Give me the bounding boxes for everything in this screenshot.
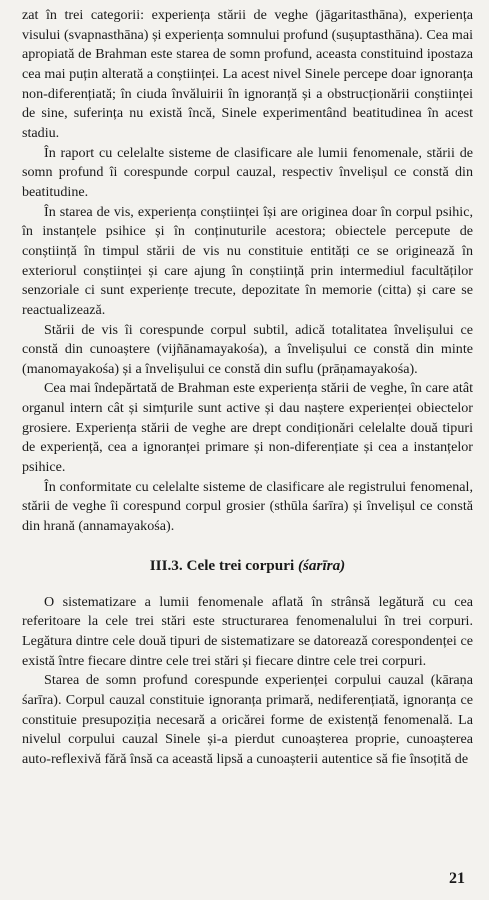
paragraph-3: În starea de vis, experiența conștiinței își are originea doar în corpul psihic, în instanțele psihice și în conținuturile acestora; obiectele percepute de conștiință în timpul stării de vis nu constituie entități ce se originează în exteriorul conștiinței și care ajung în conștiință prin intermediul facultăților senzoriale ci sunt experiențe trecute, depozitate în memorie (citta) și care se reactualizează. — [22, 203, 473, 318]
paragraph-6: În conformitate cu celelalte sisteme de clasificare ale registrului fenomenal, stării de veghe îi corespund corpul grosier (sthūla śarīra) și învelișul ce constă din hrană (annamayakośa). — [22, 478, 473, 535]
paragraph-1: zat în trei categorii: experiența stării de veghe (jāgaritasthāna), experiența visului (svapnasthāna) și experiența somnului profund (suṣuptasthāna). Cea mai apropiată de Brahman este starea de somn profund, aceasta constituind ipostaza cea mai puțin alterată a conștiinței. La acest nivel Sinele percepe doar ignoranța non-diferențiată; în ciuda învăluirii în ignoranță și a obstrucționării conștiinței de sine, suferința nu există încă, Sinele experimentând beatitudinea în acest stadiu. — [22, 7, 473, 141]
section-heading-term: (śarīra) — [297, 556, 346, 574]
paragraph-8: Starea de somn profund corespunde experienței corpului cauzal (kāraṇa śarīra). Corpul cauzal constituie ignoranța primară, nediferențiată, ignoranța ce constituie presupoziția necesară a oricărei forme de existență fenomenală. La nivelul corpului cauzal Sinele și-a pierdut cunoașterea proprie, cunoașterea auto-reflexivă fără însă ca această lipsă a cunoașterii autentice să fie însoțită de — [22, 672, 473, 767]
section-heading-title: III.3. Cele trei corpuri — [149, 556, 298, 574]
section-heading — [22, 556, 473, 576]
paragraph-2: În raport cu celelalte sisteme de clasificare ale lumii fenomenale, stării de somn profund îi corespunde corpul cauzal, respectiv învelișul ce constă din beatitudine. — [22, 144, 473, 200]
paragraph-7: O sistematizare a lumii fenomenale aflată în strânsă legătură cu cea referitoare la cele trei stări este structurarea fenomenalului în trei corpuri. Legătura dintre cele două tipuri de sistematizare se datorează corespondenței ce există între fiecare dintre cele trei stări și fiecare dintre cele trei corpuri. — [22, 593, 473, 669]
paragraph-4: Stării de vis îi corespunde corpul subtil, adică totalitatea învelișului ce constă din cunoaștere (vijñānamayakośa), a învelișului ce constă din minte (manomayakośa) și a învelișului ce constă din suflu (prāṇamayakośa). — [22, 321, 473, 377]
paragraph-5: Cea mai îndepărtată de Brahman este experiența stării de veghe, în care atât organul intern cât și simțurile sunt active și dau naștere experienței obiectelor grosiere. Experiența stării de veghe are drept condiționări celelalte două tipuri de experiență, cea a ignoranței primare și non-diferențiate și cea a instanțelor psihice. — [22, 380, 473, 476]
page-number: 21 — [449, 870, 465, 887]
